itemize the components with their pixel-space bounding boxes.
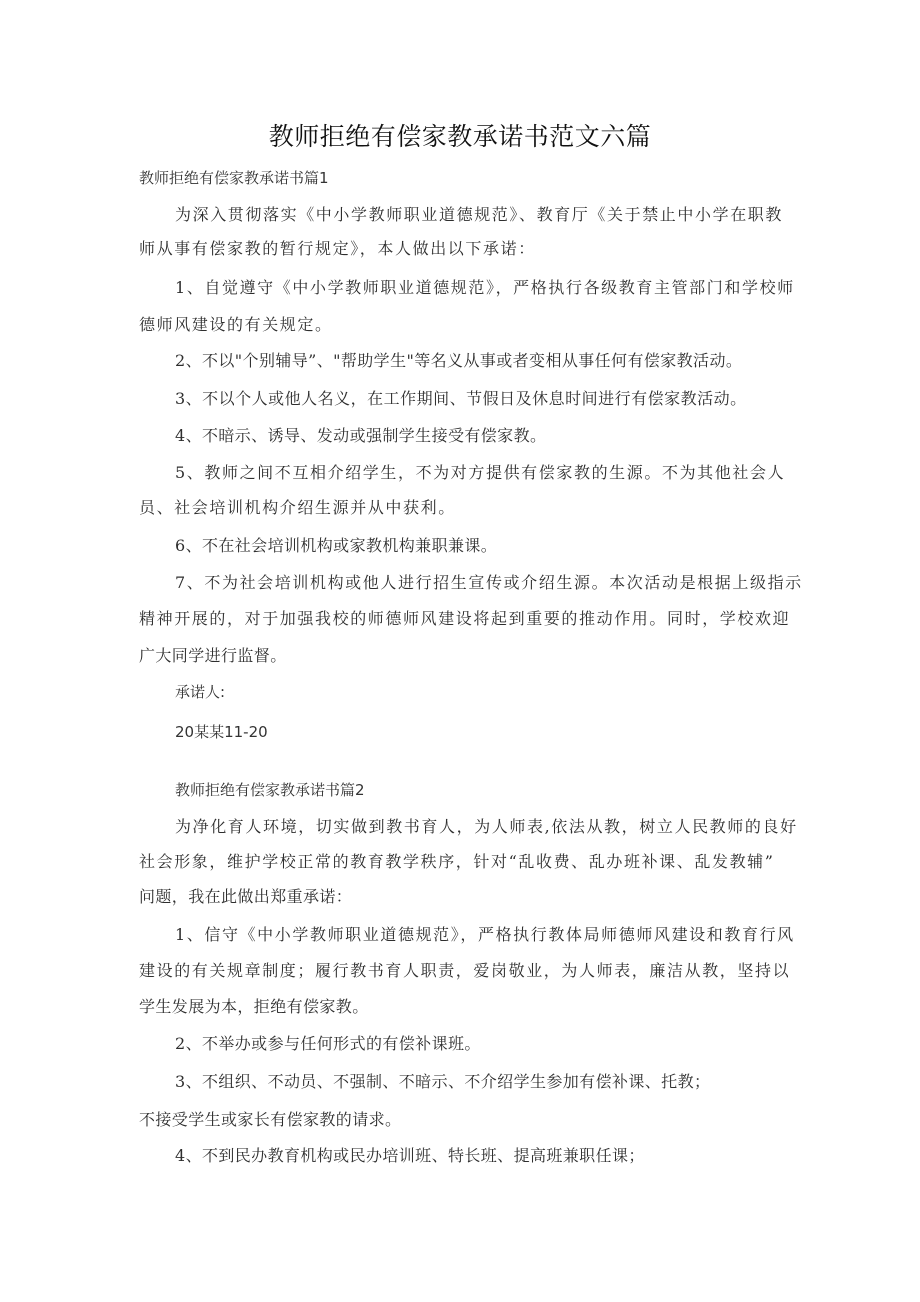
section2-intro-line1: 为净化育人环境，切实做到教书育人，为人师表,依法从教，树立人民教师的良好 — [175, 817, 798, 836]
section1-date: 20某某11-20 — [175, 723, 268, 741]
document-title: 教师拒绝有偿家教承诺书范文六篇 — [268, 122, 652, 151]
section2-item1-line2: 建设的有关规章制度；履行教书育人职责，爱岗敬业，为人师表，廉洁从教，坚持以 — [139, 961, 791, 980]
section1-heading: 教师拒绝有偿家教承诺书篇1 — [139, 169, 329, 187]
section1-item1-line1: 1、自觉遵守《中小学教师职业道德规范》，严格执行各级教育主管部门和学校师 — [175, 278, 795, 297]
section1-signer: 承诺人: — [175, 683, 226, 701]
section2-item2: 2、不举办或参与任何形式的有偿补课班。 — [175, 1034, 481, 1053]
section1-item4: 4、不暗示、诱导、发动或强制学生接受有偿家教。 — [175, 426, 547, 445]
section2-heading: 教师拒绝有偿家教承诺书篇2 — [175, 781, 365, 799]
section2-intro-line3: 问题，我在此做出郑重承诺： — [139, 887, 353, 906]
section1-item5-line2: 员、社会培训机构介绍生源并从中获利。 — [139, 498, 456, 517]
section2-item1-line3: 学生发展为本，拒绝有偿家教。 — [139, 997, 369, 1016]
section1-item7-line3: 广大同学进行监督。 — [139, 646, 287, 665]
section2-item3-line1: 3、不组织、不动员、不强制、不暗示、不介绍学生参加有偿补课、托教； — [175, 1072, 711, 1091]
section2-item3-line2: 不接受学生或家长有偿家教的请求。 — [139, 1110, 402, 1129]
section1-item1-line2: 德师风建设的有关规定。 — [139, 315, 333, 334]
section1-intro-line2: 师从事有偿家教的暂行规定》，本人做出以下承诺： — [139, 239, 536, 258]
section2-item1-line1: 1、信守《中小学教师职业道德规范》，严格执行教体局师德师风建设和教育行风 — [175, 925, 795, 944]
section1-item6: 6、不在社会培训机构或家教机构兼职兼课。 — [175, 536, 498, 555]
section1-intro-line1: 为深入贯彻落实《中小学教师职业道德规范》、教育厅《关于禁止中小学在职教 — [175, 205, 784, 224]
section1-item5-line1: 5、教师之间不互相介绍学生，不为对方提供有偿家教的生源。不为其他社会人 — [175, 463, 786, 482]
section1-item7-line2: 精神开展的，对于加强我校的师德师风建设将起到重要的推动作用。同时，学校欢迎 — [139, 609, 791, 628]
section2-item4: 4、不到民办教育机构或民办培训班、特长班、提高班兼职任课； — [175, 1146, 645, 1165]
section1-item2: 2、不以"个别辅导”、"帮助学生"等名义从事或者变相从事任何有偿家教活动。 — [175, 351, 743, 370]
section1-item3: 3、不以个人或他人名义，在工作期间、节假日及休息时间进行有偿家教活动。 — [175, 389, 747, 408]
section2-intro-line2: 社会形象，维护学校正常的教育教学秩序，针对“乱收费、乱办班补课、乱发教辅” — [139, 852, 775, 871]
section1-item7-line1: 7、不为社会培训机构或他人进行招生宣传或介绍生源。本次活动是根据上级指示 — [175, 573, 803, 592]
